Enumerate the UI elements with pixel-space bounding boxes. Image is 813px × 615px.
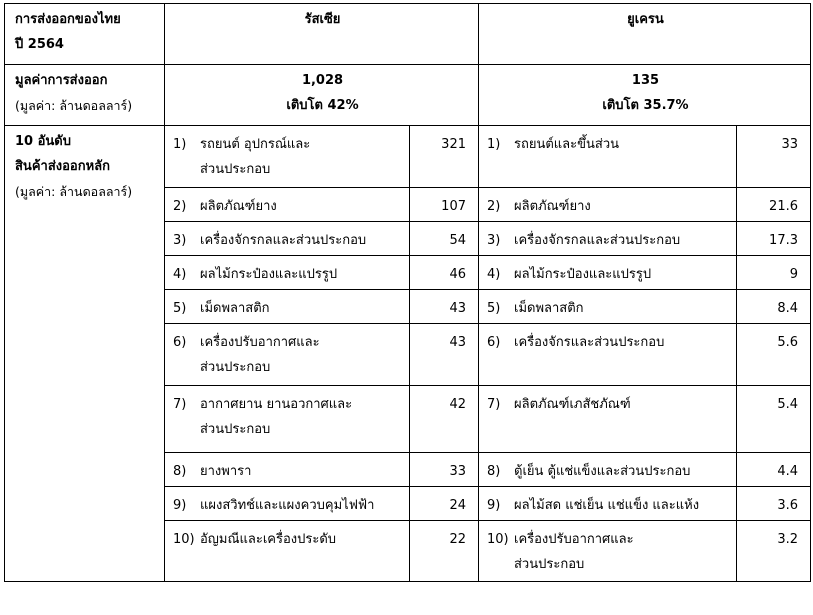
russia-product-cell (165, 324, 410, 386)
russia-export-cell (165, 65, 479, 126)
ukraine-product-value: 9 (737, 256, 811, 290)
russia-product-name: ยางพารา (200, 464, 252, 479)
russia-product-cell (165, 487, 410, 521)
russia-export-growth: เติบโต 42% (286, 98, 359, 113)
russia-product-rank: 3) (173, 233, 187, 248)
ukraine-product-cell (479, 521, 737, 582)
top-products-label-line2: สินค้าส่งออกหลัก (15, 159, 110, 174)
russia-product-name: เครื่องจักรกลและส่วนประกอบ (200, 233, 367, 248)
russia-product-cell (165, 290, 410, 324)
ukraine-product-value: 21.6 (737, 188, 811, 222)
ukraine-product-cell (479, 188, 737, 222)
ukraine-product-cell (479, 290, 737, 324)
russia-product-name: เม็ดพลาสติก (200, 301, 270, 316)
ukraine-product-cell (479, 324, 737, 386)
ukraine-product-cell (479, 487, 737, 521)
ukraine-product-name: รถยนต์และขึ้นส่วน (514, 137, 620, 152)
header-title-line2: ปี 2564 (15, 37, 64, 52)
header-title-line1: การส่งออกของไทย (15, 12, 121, 27)
ukraine-product-rank: 3) (487, 233, 501, 248)
ukraine-product-name-cont: ส่วนประกอบ (514, 557, 585, 572)
top-products-label-line1: 10 อันดับ (15, 134, 72, 149)
ukraine-product-value: 3.2 (737, 521, 811, 582)
product-row (5, 126, 811, 188)
russia-product-name-cont: ส่วนประกอบ (200, 422, 271, 437)
ukraine-product-value: 5.4 (737, 386, 811, 453)
russia-product-name: อากาศยาน ยานอวกาศและ (200, 397, 353, 412)
export-value-row (5, 65, 811, 126)
russia-product-rank: 7) (173, 397, 187, 412)
russia-product-name: ผลไม้กระป๋องและแปรรูป (200, 267, 338, 282)
russia-export-value: 1,028 (301, 73, 344, 88)
header-ukraine: ยูเครน (479, 4, 811, 65)
ukraine-product-rank: 10) (487, 532, 509, 547)
russia-product-name: ผลิตภัณฑ์ยาง (200, 199, 277, 214)
russia-product-cell (165, 222, 410, 256)
ukraine-product-rank: 2) (487, 199, 501, 214)
russia-product-value: 22 (410, 521, 479, 582)
ukraine-product-value: 5.6 (737, 324, 811, 386)
ukraine-product-name: ผลิตภัณฑ์ยาง (514, 199, 591, 214)
russia-product-cell (165, 521, 410, 582)
russia-product-value: 33 (410, 453, 479, 487)
ukraine-product-name: เครื่องจักรและส่วนประกอบ (514, 335, 665, 350)
top-products-label-cell (5, 126, 165, 582)
export-value-label-cell (5, 65, 165, 126)
export-table (4, 3, 811, 582)
russia-product-value: 54 (410, 222, 479, 256)
russia-product-name-cont: ส่วนประกอบ (200, 162, 271, 177)
russia-product-cell (165, 126, 410, 188)
ukraine-product-name: เม็ดพลาสติก (514, 301, 584, 316)
header-row (5, 4, 811, 65)
ukraine-product-name: ผลไม้สด แช่เย็น แช่แข็ง และแห้ง (514, 498, 700, 513)
ukraine-export-value: 135 (631, 73, 660, 88)
russia-product-value: 43 (410, 290, 479, 324)
russia-product-cell (165, 188, 410, 222)
header-title-cell (5, 4, 165, 65)
ukraine-product-cell (479, 256, 737, 290)
ukraine-export-cell (479, 65, 811, 126)
russia-product-rank: 2) (173, 199, 187, 214)
ukraine-product-name: ผลไม้กระป๋องและแปรรูป (514, 267, 652, 282)
export-value-unit: (มูลค่า: ล้านดอลลาร์) (15, 98, 133, 113)
russia-product-rank: 6) (173, 335, 187, 350)
russia-product-name-cont: ส่วนประกอบ (200, 360, 271, 375)
russia-product-value: 43 (410, 324, 479, 386)
ukraine-product-rank: 6) (487, 335, 501, 350)
russia-product-value: 24 (410, 487, 479, 521)
russia-product-value: 107 (410, 188, 479, 222)
ukraine-product-value: 8.4 (737, 290, 811, 324)
ukraine-product-name: เครื่องจักรกลและส่วนประกอบ (514, 233, 681, 248)
russia-product-name: แผงสวิทช์และแผงควบคุมไฟฟ้า (200, 498, 375, 513)
ukraine-product-value: 3.6 (737, 487, 811, 521)
russia-product-rank: 5) (173, 301, 187, 316)
russia-product-rank: 1) (173, 137, 187, 152)
ukraine-product-cell (479, 126, 737, 188)
russia-product-rank: 9) (173, 498, 187, 513)
ukraine-product-name: ผลิตภัณฑ์เภสัชภัณฑ์ (514, 397, 631, 412)
ukraine-product-rank: 1) (487, 137, 501, 152)
russia-product-name: รถยนต์ อุปกรณ์และ (200, 137, 311, 152)
russia-product-value: 42 (410, 386, 479, 453)
russia-product-value: 321 (410, 126, 479, 188)
ukraine-product-rank: 7) (487, 397, 501, 412)
ukraine-export-growth: เติบโต 35.7% (602, 98, 689, 113)
ukraine-product-name: เครื่องปรับอากาศและ (514, 532, 634, 547)
ukraine-product-rank: 5) (487, 301, 501, 316)
ukraine-product-cell (479, 386, 737, 453)
ukraine-product-rank: 9) (487, 498, 501, 513)
ukraine-product-value: 17.3 (737, 222, 811, 256)
russia-product-name: อัญมณีและเครื่องประดับ (200, 532, 337, 547)
ukraine-product-value: 4.4 (737, 453, 811, 487)
russia-product-rank: 10) (173, 532, 195, 547)
russia-product-rank: 8) (173, 464, 187, 479)
ukraine-product-rank: 8) (487, 464, 501, 479)
ukraine-product-cell (479, 453, 737, 487)
russia-product-value: 46 (410, 256, 479, 290)
ukraine-product-value: 33 (737, 126, 811, 188)
ukraine-product-name: ตู้เย็น ตู้แช่แข็งและส่วนประกอบ (514, 464, 691, 479)
russia-product-cell (165, 256, 410, 290)
top-products-unit: (มูลค่า: ล้านดอลลาร์) (15, 184, 133, 199)
russia-product-name: เครื่องปรับอากาศและ (200, 335, 320, 350)
ukraine-product-cell (479, 222, 737, 256)
russia-product-rank: 4) (173, 267, 187, 282)
ukraine-product-rank: 4) (487, 267, 501, 282)
export-value-label: มูลค่าการส่งออก (15, 73, 108, 88)
header-russia: รัสเซีย (165, 4, 479, 65)
russia-product-cell (165, 386, 410, 453)
russia-product-cell (165, 453, 410, 487)
